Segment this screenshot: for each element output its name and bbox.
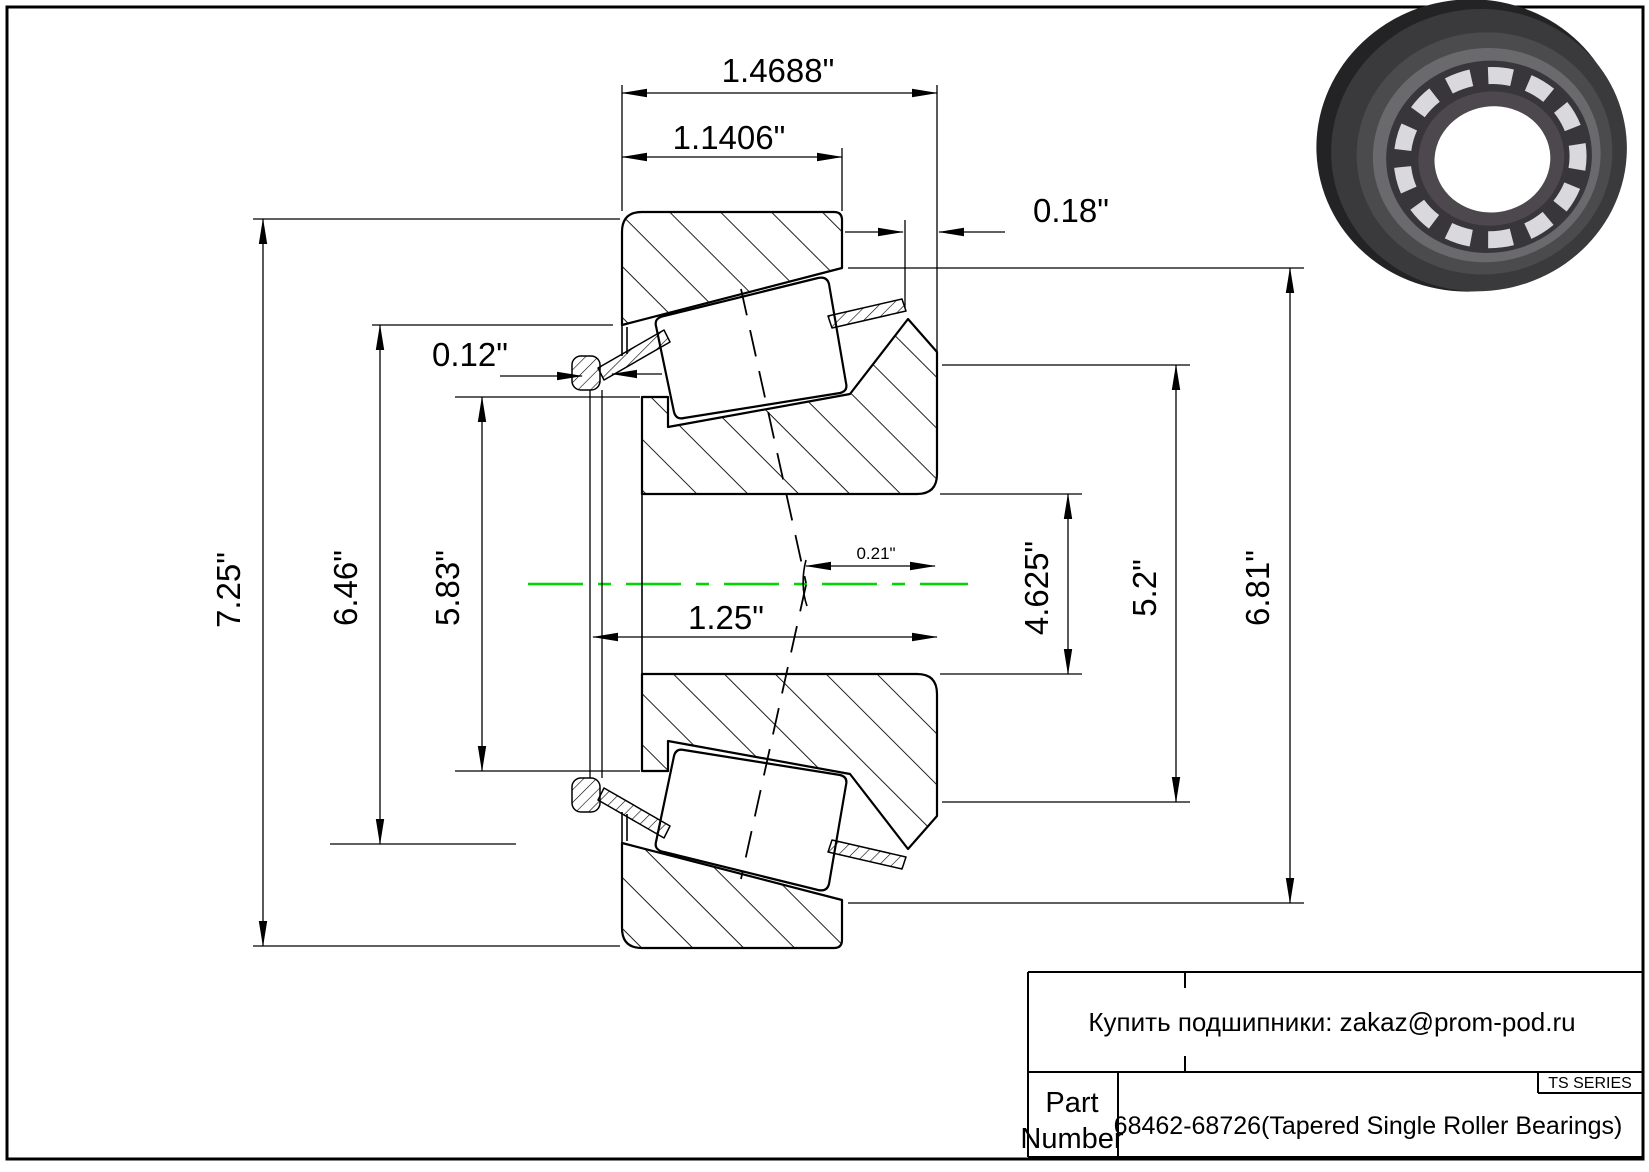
cage-lip-bottom (572, 778, 600, 812)
dim-left-protrusion-label: 0.12" (432, 336, 508, 373)
part-label-line1: Part (1045, 1087, 1099, 1119)
dim-outer-diameter-label: 7.25" (210, 552, 247, 628)
dim-rib-diameter-label: 5.83" (429, 550, 466, 626)
part-number-text: 68462-68726(Tapered Single Roller Bearings) (1113, 1112, 1623, 1140)
dim-overall-width-label: 1.4688" (721, 52, 835, 89)
dim-cone-width-label: 1.25" (688, 599, 764, 636)
contact-text: Купить подшипники: zakaz@prom-pod.ru (1088, 1007, 1576, 1037)
dim-bore-diameter-label: 4.625" (1018, 540, 1055, 636)
cage-lip-top (572, 356, 600, 390)
dim-mid-diameter-label: 5.2" (1126, 559, 1163, 617)
part-label-line2: Number (1020, 1123, 1124, 1155)
dim-right-protrusion-label: 0.18" (1033, 192, 1109, 229)
dim-flange-diameter-label: 6.46" (327, 550, 364, 626)
dim-cup-diameter-label: 6.81" (1239, 550, 1276, 626)
dim-cup-width-label: 1.1406" (672, 119, 786, 156)
series-label: TS SERIES (1548, 1075, 1632, 1092)
dim-effective-center-label: 0.21" (856, 544, 896, 563)
